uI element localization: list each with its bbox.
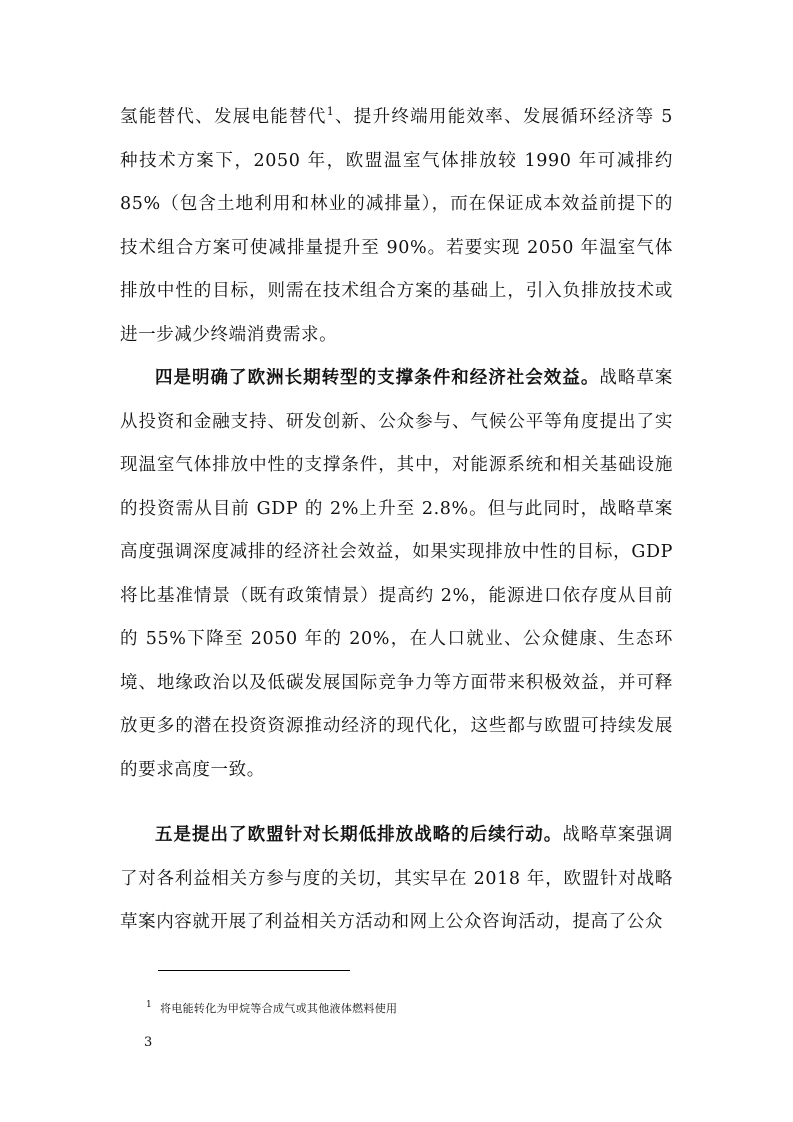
body-paragraph-3 bbox=[120, 814, 673, 945]
paragraph-1-text-start: 氢能替代、发展电能替代 bbox=[120, 107, 327, 127]
paragraph-3-lead: 五是提出了欧盟针对长期低排放战略的后续行动。 bbox=[155, 825, 563, 845]
footnote-text: 将电能转化为甲烷等合成气或其他液体燃料使用 bbox=[160, 1002, 398, 1015]
paragraph-1-text-rest: 、提升终端用能效率、发展循环经济等 5 种技术方案下，2050 年，欧盟温室气体排放较 1990 年可减排约 85%（包含土地利用和林业的减排量），而在保证成本效益前提下的技术组合方案可使减排量提升至 90%。若要实现 2050 年温室气体排放中性的目标，则需在技术组合方案的基础上，引入负排放技术或进一步减少终端消费需求。 bbox=[120, 107, 673, 345]
paragraph-2-lead: 四是明确了欧洲长期转型的支撑条件和经济社会效益。 bbox=[155, 368, 600, 388]
page-number: 3 bbox=[144, 1035, 153, 1050]
footnote-separator bbox=[158, 970, 350, 971]
paragraph-2-text: 战略草案从投资和金融支持、研发创新、公众参与、气候公平等角度提出了实现温室气体排放中性的支撑条件，其中，对能源系统和相关基础设施的投资需从目前 GDP 的 2%上升至 2.8%。但与此同时，战略草案高度强调深度减排的经济社会效益，如果实现排放中性的目标，GDP 将比基准情景（既有政策情景）提高约 2%，能源进口依存度从目前的 55%下降至 2050 年的 20%，在人口就业、公众健康、生态环境、地缘政治以及低碳发展国际竞争力等方面带来积极效益，并可释放更多的潜在投资资源推动经济的现代化，这些都与欧盟可持续发展的要求高度一致。 bbox=[120, 368, 674, 780]
footnote-reference[interactable]: 1 bbox=[326, 105, 335, 119]
footnote bbox=[146, 1001, 397, 1017]
footnote-mark: 1 bbox=[146, 1000, 153, 1011]
paragraph-3-text: 战略草案强调了对各利益相关方参与度的关切，其实早在 2018 年，欧盟针对战略草案内容就开展了利益相关方活动和网上公众咨询活动，提高了公众 bbox=[120, 825, 673, 932]
body-paragraph-2 bbox=[120, 357, 673, 792]
body-paragraph-1 bbox=[120, 96, 673, 357]
